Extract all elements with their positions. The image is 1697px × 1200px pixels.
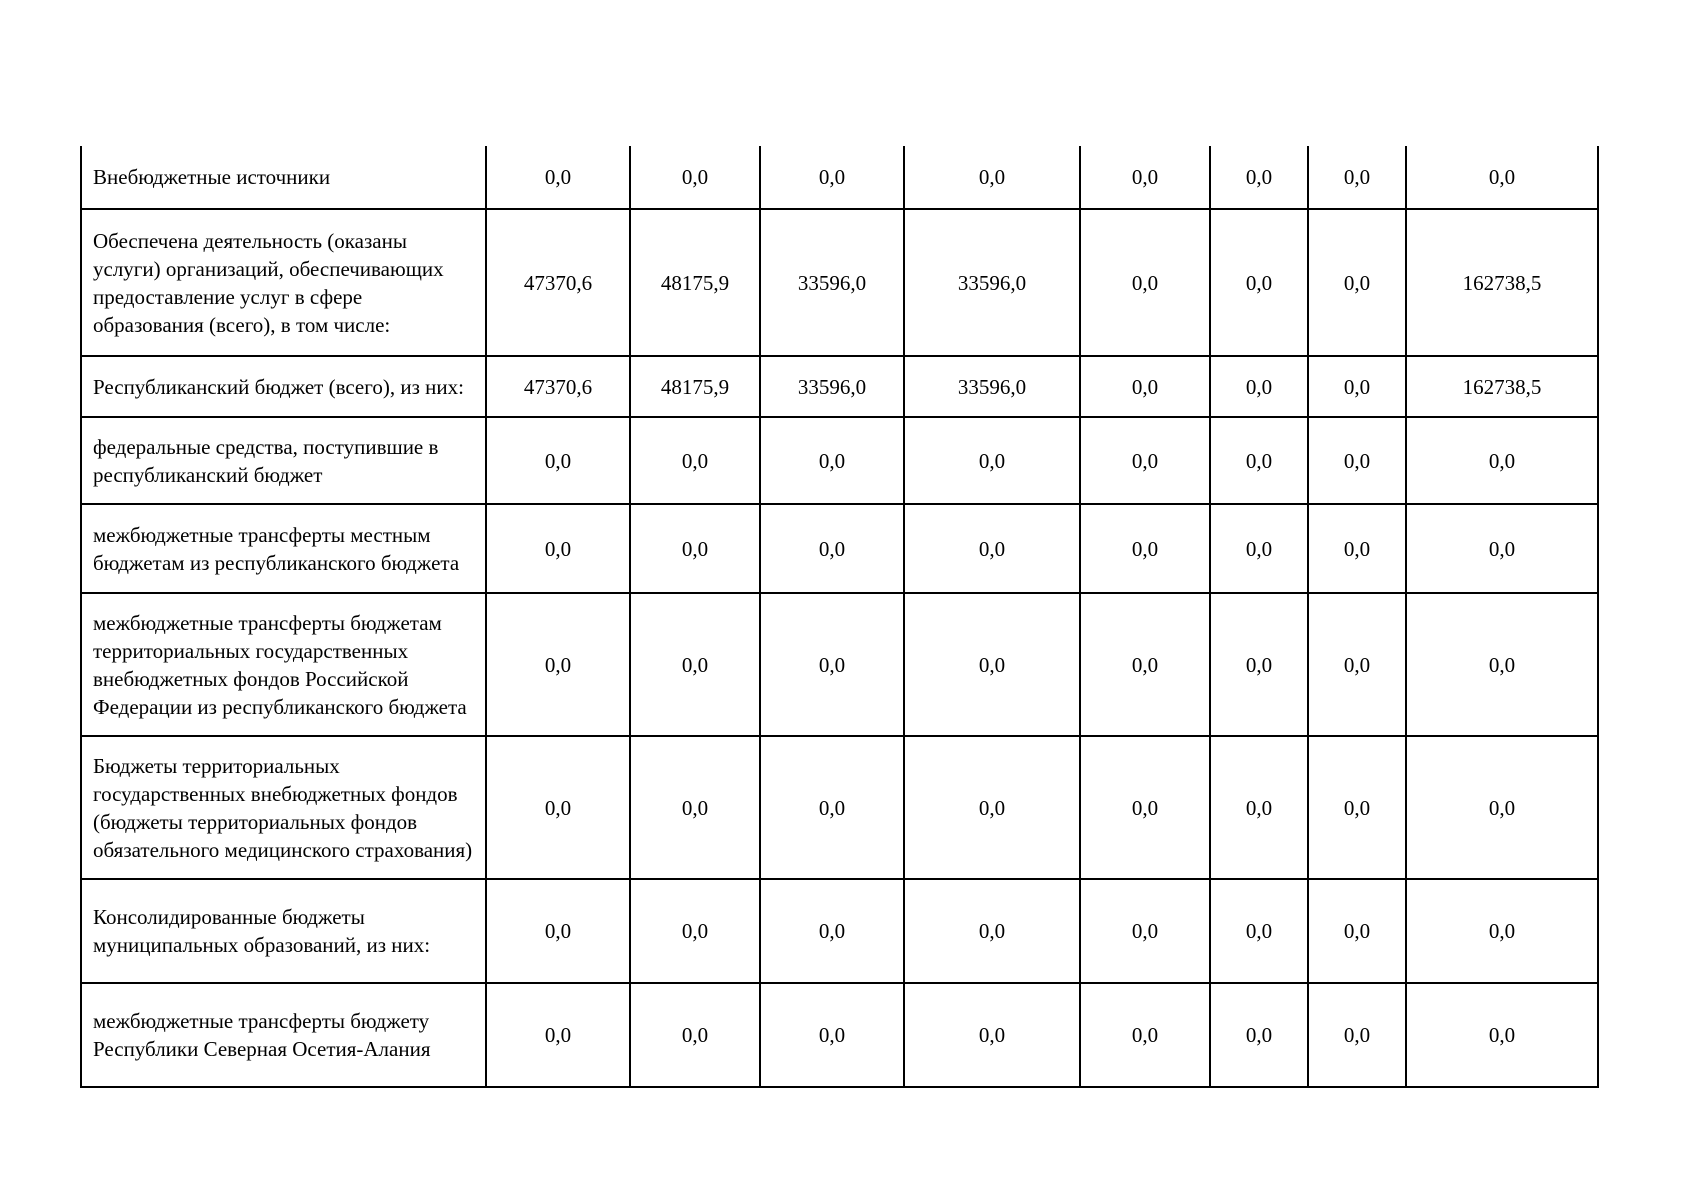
cell-value: 0,0 [904, 504, 1080, 593]
cell-value: 0,0 [486, 593, 630, 736]
cell-value: 0,0 [1308, 209, 1406, 356]
cell-value: 0,0 [904, 593, 1080, 736]
budget-table [80, 146, 1599, 1088]
table-body [81, 146, 1598, 1087]
cell-value: 162738,5 [1406, 209, 1598, 356]
cell-value: 0,0 [1080, 146, 1210, 209]
cell-value: 0,0 [1210, 593, 1308, 736]
cell-value: 0,0 [1210, 209, 1308, 356]
cell-value: 0,0 [1308, 593, 1406, 736]
cell-value: 0,0 [760, 417, 904, 504]
table-row [81, 146, 1598, 209]
cell-value: 0,0 [1406, 146, 1598, 209]
row-label: межбюджетные трансферты бюджетам территориальных государственных внебюджетных фондов Российской Федерации из республиканского бюджета [81, 593, 486, 736]
cell-value: 162738,5 [1406, 356, 1598, 417]
cell-value: 0,0 [1210, 417, 1308, 504]
cell-value: 0,0 [760, 593, 904, 736]
cell-value: 0,0 [760, 146, 904, 209]
cell-value: 0,0 [630, 593, 760, 736]
cell-value: 0,0 [1080, 417, 1210, 504]
table-row [81, 983, 1598, 1087]
cell-value: 0,0 [1406, 593, 1598, 736]
cell-value: 0,0 [1080, 879, 1210, 983]
cell-value: 0,0 [630, 983, 760, 1087]
table-row [81, 879, 1598, 983]
cell-value: 33596,0 [760, 209, 904, 356]
cell-value: 0,0 [904, 983, 1080, 1087]
cell-value: 0,0 [1308, 504, 1406, 593]
cell-value: 33596,0 [760, 356, 904, 417]
table-row [81, 593, 1598, 736]
cell-value: 0,0 [486, 417, 630, 504]
row-label: федеральные средства, поступившие в республиканский бюджет [81, 417, 486, 504]
cell-value: 0,0 [1210, 879, 1308, 983]
cell-value: 0,0 [1406, 736, 1598, 879]
cell-value: 0,0 [1406, 504, 1598, 593]
cell-value: 0,0 [630, 146, 760, 209]
table-row [81, 736, 1598, 879]
cell-value: 48175,9 [630, 356, 760, 417]
row-label: Обеспечена деятельность (оказаны услуги) организаций, обеспечивающих предоставление услуг в сфере образования (всего), в том числе: [81, 209, 486, 356]
row-label: Консолидированные бюджеты муниципальных образований, из них: [81, 879, 486, 983]
cell-value: 0,0 [1308, 417, 1406, 504]
cell-value: 0,0 [1080, 504, 1210, 593]
cell-value: 0,0 [1308, 983, 1406, 1087]
cell-value: 0,0 [904, 879, 1080, 983]
cell-value: 0,0 [630, 736, 760, 879]
cell-value: 33596,0 [904, 209, 1080, 356]
cell-value: 0,0 [904, 417, 1080, 504]
cell-value: 0,0 [1210, 736, 1308, 879]
table-row [81, 209, 1598, 356]
cell-value: 0,0 [760, 736, 904, 879]
table-row [81, 504, 1598, 593]
cell-value: 0,0 [1080, 736, 1210, 879]
cell-value: 0,0 [1080, 983, 1210, 1087]
cell-value: 0,0 [486, 879, 630, 983]
table-row [81, 356, 1598, 417]
cell-value: 0,0 [904, 146, 1080, 209]
cell-value: 0,0 [1210, 356, 1308, 417]
cell-value: 0,0 [630, 417, 760, 504]
cell-value: 0,0 [760, 983, 904, 1087]
cell-value: 0,0 [486, 146, 630, 209]
table-row [81, 417, 1598, 504]
cell-value: 0,0 [1210, 504, 1308, 593]
cell-value: 0,0 [1406, 417, 1598, 504]
row-label: Бюджеты территориальных государственных внебюджетных фондов (бюджеты территориальных фондов обязательного медицинского страхования) [81, 736, 486, 879]
cell-value: 0,0 [486, 504, 630, 593]
cell-value: 47370,6 [486, 356, 630, 417]
cell-value: 33596,0 [904, 356, 1080, 417]
cell-value: 0,0 [1210, 146, 1308, 209]
row-label: Республиканский бюджет (всего), из них: [81, 356, 486, 417]
cell-value: 0,0 [1210, 983, 1308, 1087]
cell-value: 0,0 [1080, 593, 1210, 736]
cell-value: 0,0 [1406, 879, 1598, 983]
row-label: Внебюджетные источники [81, 146, 486, 209]
cell-value: 0,0 [486, 736, 630, 879]
cell-value: 48175,9 [630, 209, 760, 356]
row-label: межбюджетные трансферты местным бюджетам из республиканского бюджета [81, 504, 486, 593]
cell-value: 0,0 [760, 879, 904, 983]
cell-value: 0,0 [1308, 146, 1406, 209]
cell-value: 0,0 [904, 736, 1080, 879]
cell-value: 0,0 [1308, 879, 1406, 983]
cell-value: 0,0 [1080, 356, 1210, 417]
row-label: межбюджетные трансферты бюджету Республики Северная Осетия-Алания [81, 983, 486, 1087]
cell-value: 0,0 [760, 504, 904, 593]
cell-value: 0,0 [486, 983, 630, 1087]
cell-value: 0,0 [1308, 736, 1406, 879]
cell-value: 0,0 [1406, 983, 1598, 1087]
cell-value: 0,0 [630, 879, 760, 983]
cell-value: 47370,6 [486, 209, 630, 356]
cell-value: 0,0 [630, 504, 760, 593]
cell-value: 0,0 [1308, 356, 1406, 417]
cell-value: 0,0 [1080, 209, 1210, 356]
